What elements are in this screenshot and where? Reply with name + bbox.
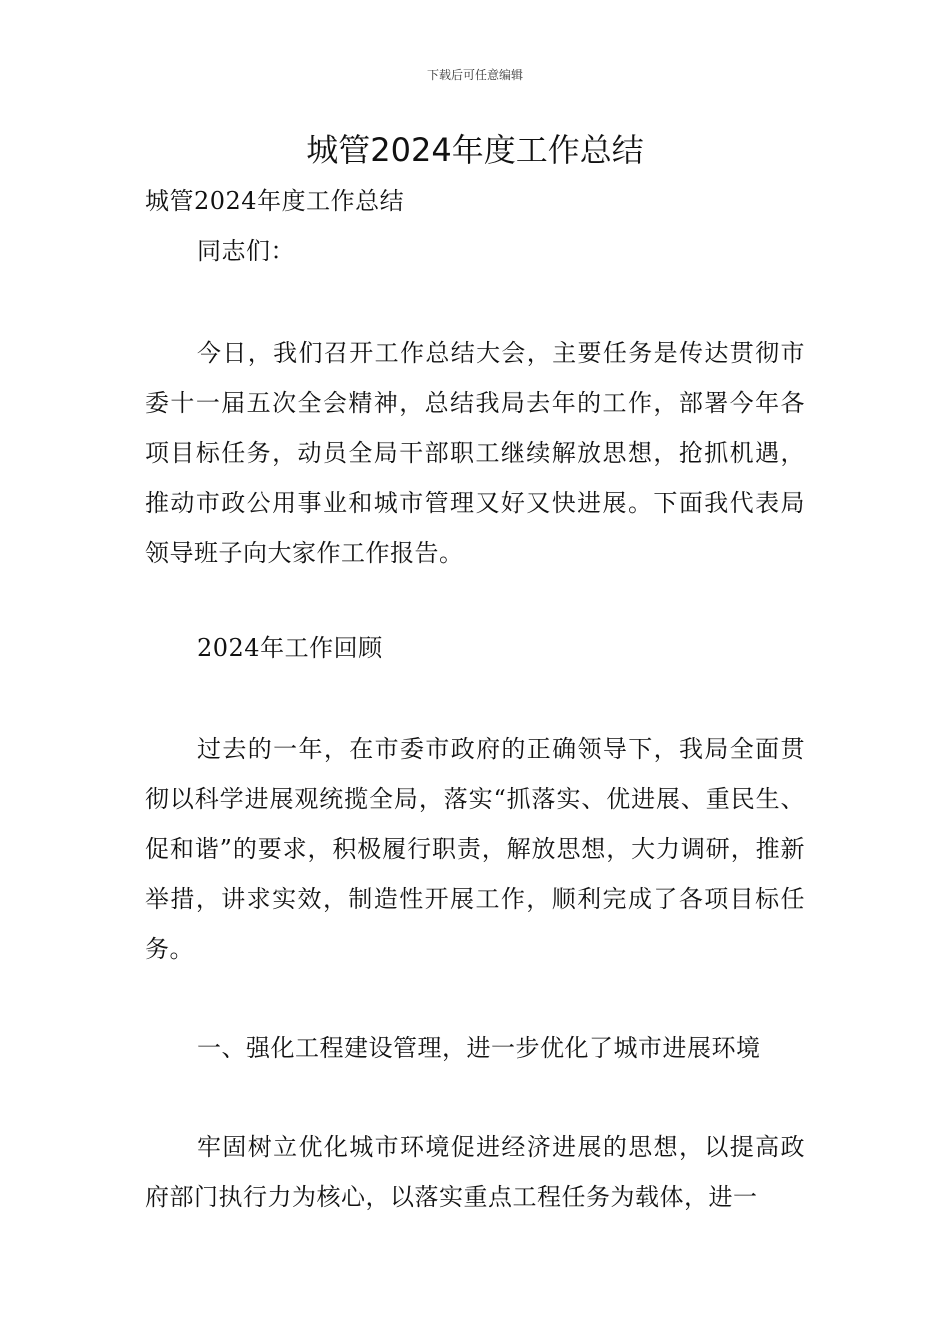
section-heading-1: 一、强化工程建设管理，进一步优化了城市进展环境 bbox=[197, 1034, 761, 1062]
document-title: 城管2024年度工作总结 bbox=[306, 131, 644, 169]
section-heading-review: 2024年工作回顾 bbox=[197, 634, 383, 662]
paragraph-review: 过去的一年，在市委市政府的正确领导下，我局全面贯彻以科学进展观统揽全局，落实“抓落实、优进展、重民生、促和谐”的要求，积极履行职责，解放思想，大力调研，推新举措，讲求实效，制造性开展工作，顺利完成了各项目标任务。 bbox=[145, 735, 805, 963]
document-subtitle: 城管2024年度工作总结 bbox=[145, 187, 405, 215]
paragraph-intro: 今日，我们召开工作总结大会，主要任务是传达贯彻市委十一届五次全会精神，总结我局去年的工作，部署今年各项目标任务，动员全局干部职工继续解放思想，抢抓机遇，推动市政公用事业和城市管理又好又快进展。下面我代表局领导班子向大家作工作报告。 bbox=[145, 339, 805, 567]
header-note: 下载后可任意编辑 bbox=[426, 68, 523, 82]
paragraph-section-1: 牢固树立优化城市环境促进经济进展的思想，以提高政府部门执行力为核心，以落实重点工程任务为载体，进一 bbox=[145, 1133, 805, 1211]
greeting: 同志们： bbox=[197, 237, 295, 265]
